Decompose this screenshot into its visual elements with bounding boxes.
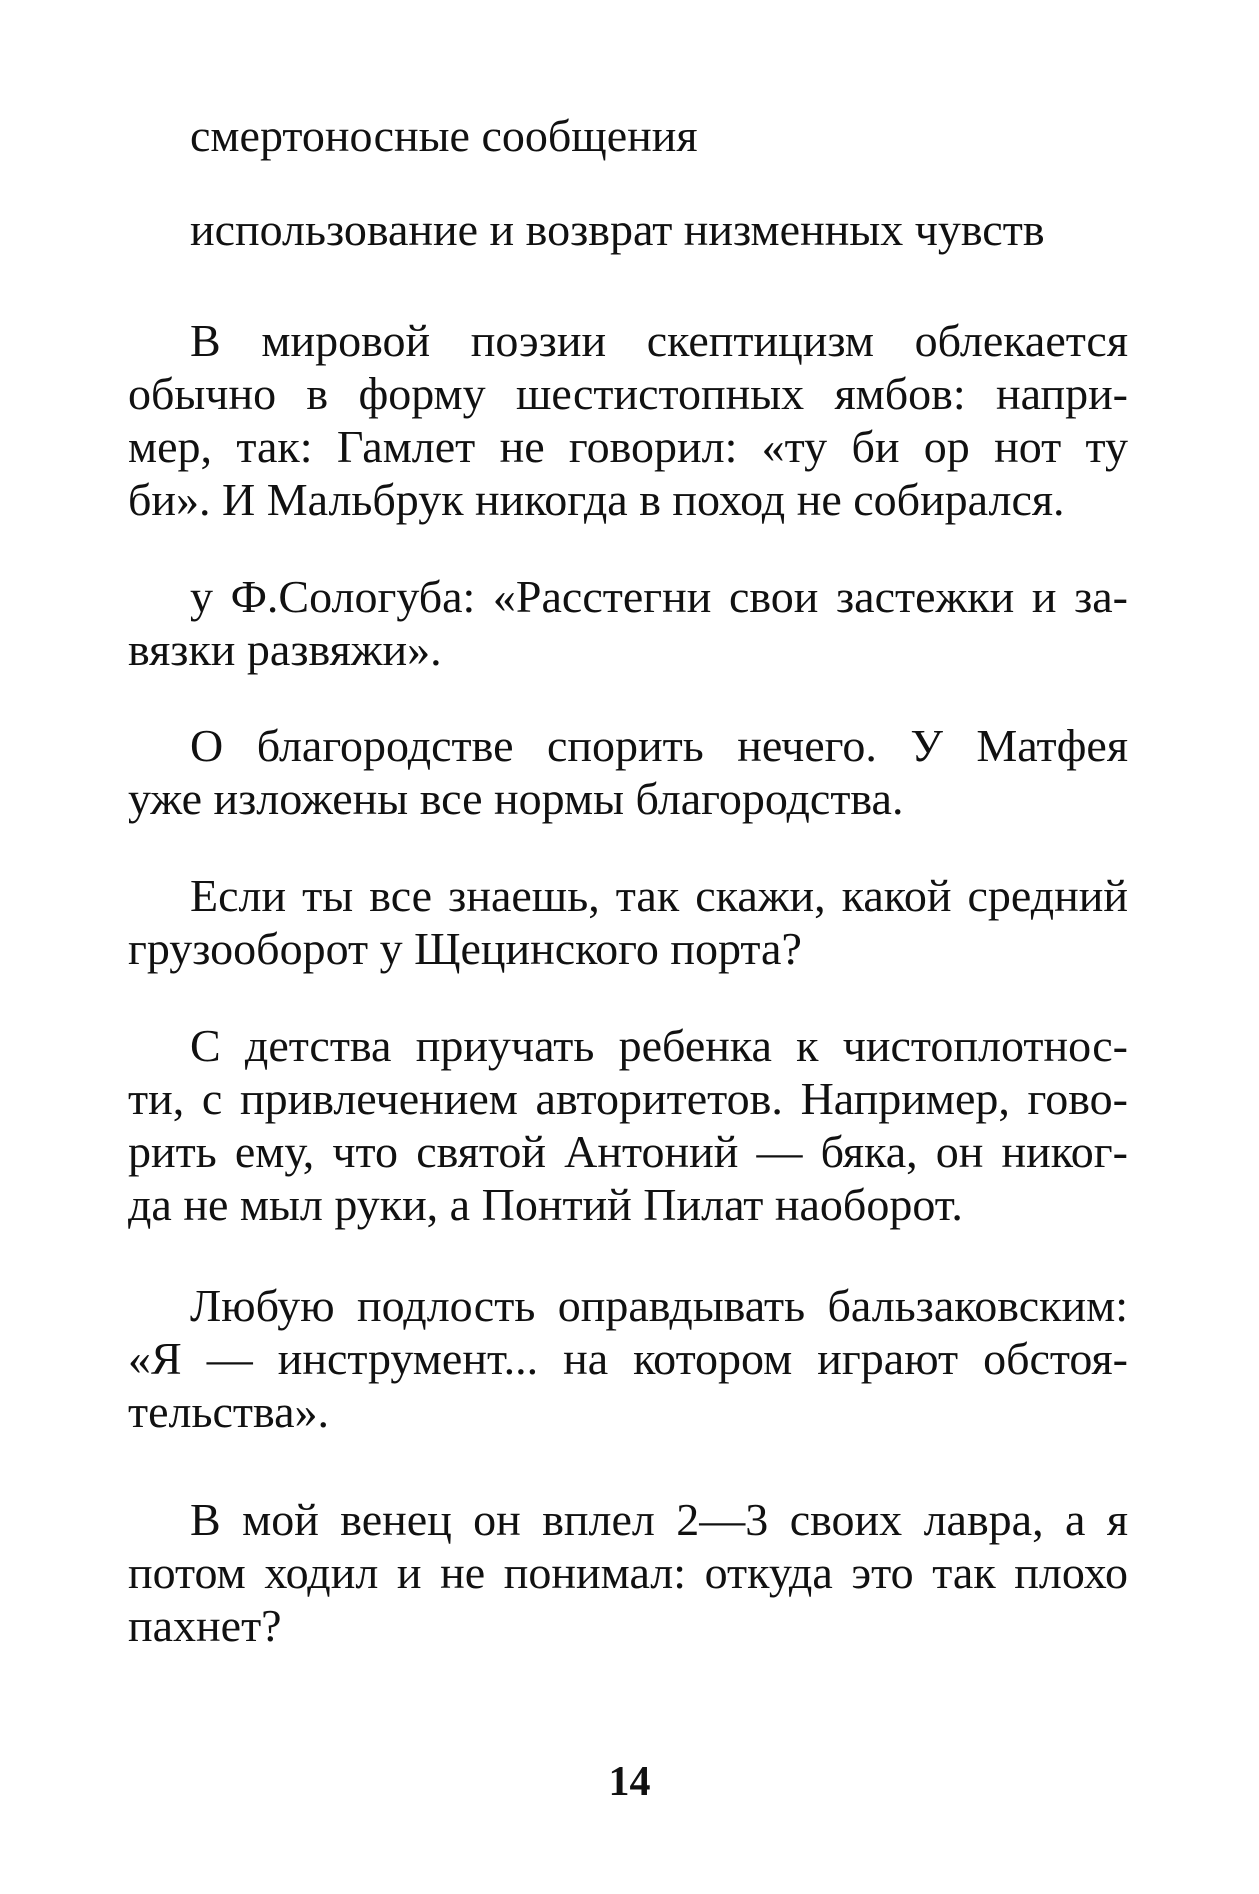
text-line: О благородстве спорить нечего. У Матфея — [190, 720, 1128, 771]
text-line: пахнет? — [128, 1600, 282, 1651]
text-line: у Ф.Сологуба: «Расстегни свои застежки и за- — [190, 571, 1128, 622]
text-line: смертоносные сообщения — [190, 110, 698, 161]
text-line: Если ты все знаешь, так скажи, какой средний — [190, 870, 1128, 921]
text-line: би». И Мальбрук никогда в поход не собирался. — [128, 474, 1065, 525]
text-line: С детства приучать ребенка к чистоплотнос- — [190, 1020, 1128, 1071]
text-line: «Я — инструмент... на котором играют обстоя- — [128, 1333, 1128, 1384]
text-line: мер, так: Гамлет не говорил: «ту би ор нот ту — [128, 421, 1128, 472]
text-line: вязки развяжи». — [128, 624, 442, 675]
text-line: тельства». — [128, 1386, 330, 1437]
text-line: В мировой поэзии скептицизм облекается — [190, 315, 1128, 366]
page-number: 14 — [608, 1759, 651, 1805]
text-line: уже изложены все нормы благородства. — [128, 773, 904, 824]
text-line: обычно в форму шестистопных ямбов: напри- — [128, 368, 1128, 419]
text-line: да не мыл руки, а Понтий Пилат наоборот. — [128, 1179, 963, 1230]
text-line: ти, с привлечением авторитетов. Например, гово- — [128, 1073, 1128, 1124]
text-line: грузооборот у Щецинского порта? — [128, 923, 802, 974]
text-line: В мой венец он вплел 2—3 своих лавра, а я — [190, 1494, 1128, 1545]
text-line: Любую подлость оправдывать бальзаковским: — [190, 1280, 1128, 1331]
text-line: рить ему, что святой Антоний — бяка, он никог- — [128, 1126, 1128, 1177]
text-line: потом ходил и не понимал: откуда это так плохо — [128, 1547, 1128, 1598]
text-line: использование и возврат низменных чувств — [190, 204, 1045, 255]
